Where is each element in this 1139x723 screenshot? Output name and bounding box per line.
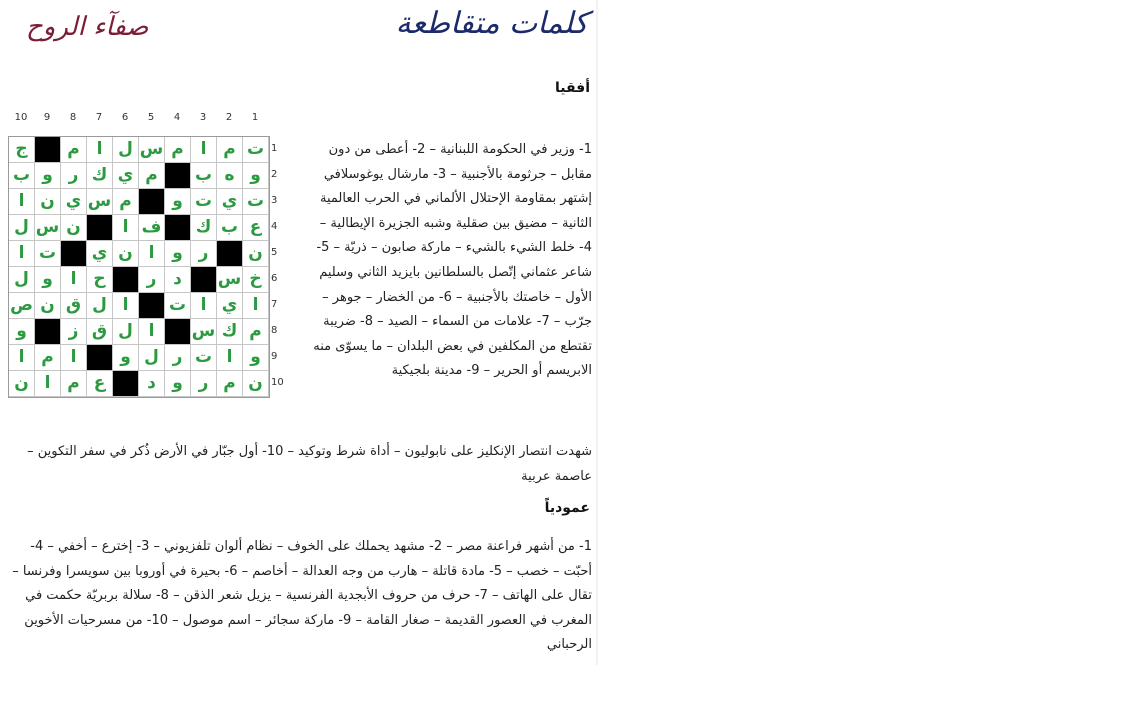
grid-cell-black — [113, 267, 139, 293]
grid-cell: ع — [87, 371, 113, 397]
across-clues: 1- وزير في الحكومة اللبنانية – 2- أعطى من دون مقابل – جرثومة بالأجنبية – 3- مارشال يوغوسلافي إشتهر بمقاومة الإحتلال الألماني في الحرب العالمية الثانية – مضيق بين صقلية وشبه الجزيرة الإيطالية – 4- خلط الشيء بالشيء – ماركة صابون – ذريّة – 5- شاعر عثماني إتّصل بالسلطانين بايزيد الثاني وسليم الأول – خاصتك بالأجنبية – 6- من الخضار – جوهر – جرّب – 7- علامات من السماء – الصيد – 8- ضريبة تقتطع من المكلفين في بعض البلدان – ما يسوّى منه الابريسم أو الحرير – 9- مدينة بلجيكية — [313, 142, 592, 379]
grid-cell-black — [35, 137, 61, 163]
grid-cell: ا — [87, 137, 113, 163]
row-number: 6 — [271, 273, 278, 284]
grid-cell: م — [217, 371, 243, 397]
grid-cell: ا — [113, 293, 139, 319]
column-number: 2 — [225, 112, 233, 123]
grid-cell: ك — [191, 215, 217, 241]
grid-cell: ج — [9, 137, 35, 163]
grid-cell: ن — [35, 189, 61, 215]
grid-cell: م — [113, 189, 139, 215]
grid-cell-black — [35, 319, 61, 345]
grid-cell: ب — [191, 163, 217, 189]
grid-cell: ي — [217, 293, 243, 319]
row-number: 10 — [271, 377, 284, 388]
grid-cell-black — [61, 241, 87, 267]
page-title: كلمات متقاطعة — [395, 6, 588, 41]
grid-cell: ك — [87, 163, 113, 189]
grid-cell: ز — [61, 319, 87, 345]
grid-cell-black — [191, 267, 217, 293]
row-number: 3 — [271, 195, 278, 206]
grid-cell-black — [165, 319, 191, 345]
grid-cell: ل — [87, 293, 113, 319]
grid-cell: و — [165, 189, 191, 215]
grid-cell: ر — [191, 241, 217, 267]
column-number: 9 — [43, 112, 51, 123]
column-number: 7 — [95, 112, 103, 123]
grid-cell: ن — [243, 241, 269, 267]
grid-cell: و — [35, 163, 61, 189]
grid-cell: ت — [165, 293, 191, 319]
grid-cell: ص — [9, 293, 35, 319]
grid-cell: و — [165, 371, 191, 397]
grid-cell: ا — [217, 345, 243, 371]
grid-cell: ا — [9, 189, 35, 215]
grid-cell: س — [139, 137, 165, 163]
grid-cell: ر — [191, 371, 217, 397]
grid-cell: م — [61, 137, 87, 163]
grid-cell: ا — [9, 241, 35, 267]
grid-cell: ا — [35, 371, 61, 397]
grid-cell: و — [9, 319, 35, 345]
brand-logo-text: صفآء الروح — [26, 12, 149, 42]
grid-cell: س — [191, 319, 217, 345]
grid-cell: م — [139, 163, 165, 189]
grid-cell: س — [87, 189, 113, 215]
grid-cell: د — [139, 371, 165, 397]
grid-cell: ا — [243, 293, 269, 319]
column-number: 8 — [69, 112, 77, 123]
grid-cell: خ — [243, 267, 269, 293]
grid-cell: د — [165, 267, 191, 293]
grid-cell: ل — [9, 267, 35, 293]
down-heading: عمودياً — [544, 500, 590, 516]
row-number: 2 — [271, 169, 278, 180]
grid-cell-black — [139, 189, 165, 215]
grid-cell: ت — [243, 189, 269, 215]
grid-cell-black — [165, 215, 191, 241]
grid-cell: ا — [9, 345, 35, 371]
grid-cell: ي — [113, 163, 139, 189]
grid-cell: ن — [113, 241, 139, 267]
column-number: 4 — [173, 112, 181, 123]
grid-cell: ا — [191, 137, 217, 163]
grid-cell: ق — [87, 319, 113, 345]
grid-cell: ل — [113, 137, 139, 163]
grid-cell: س — [217, 267, 243, 293]
grid-cell: ت — [243, 137, 269, 163]
grid-cell: ت — [35, 241, 61, 267]
grid-cell: ت — [191, 189, 217, 215]
grid-cell: ب — [9, 163, 35, 189]
grid-cell: و — [243, 163, 269, 189]
row-number: 1 — [271, 143, 278, 154]
grid-cell: و — [113, 345, 139, 371]
grid-cell: س — [35, 215, 61, 241]
column-numbers — [8, 112, 268, 130]
grid-cell: و — [165, 241, 191, 267]
grid-cell: و — [243, 345, 269, 371]
row-number: 4 — [271, 221, 278, 232]
grid-cell: ر — [139, 267, 165, 293]
down-clues: 1- من أشهر فراعنة مصر – 2- مشهد يحملك على الخوف – نظام ألوان تلفزيوني – 3- إخترع – أخفي – 4- أحبّت – خصب – 5- مادة قاتلة – هارب من وجه العدالة – أخاصم – 6- بحيرة في أوروبا بين سويسرا وفرنسا – تقال على الهاتف – 7- حرف من حروف الأبجدية الفرنسية – يزيل شعر الذقن – 8- سلالة بربريّة حكمت في المغرب في العصور القديمة – صغار القامة – 9- ماركة سجائر – اسم موصول – 10- من مسرحيات الأخوين الرحباني — [12, 539, 592, 653]
grid-cell: ه — [217, 163, 243, 189]
grid-cell: ل — [139, 345, 165, 371]
grid-cell: ا — [61, 345, 87, 371]
grid-cell-black — [87, 345, 113, 371]
grid-cell: ن — [35, 293, 61, 319]
grid-cell: ح — [87, 267, 113, 293]
grid-cell: ي — [217, 189, 243, 215]
row-number: 9 — [271, 351, 278, 362]
grid-cell: ف — [139, 215, 165, 241]
grid-cell: ا — [113, 215, 139, 241]
grid-cell: م — [35, 345, 61, 371]
across-heading: أفقيا — [554, 80, 590, 96]
grid-cell: ن — [61, 215, 87, 241]
across-clues-continued: شهدت انتصار الإنكليز على نابوليون – أداة شرط وتوكيد – 10- أول جبّار في الأرض ذُكر في سفر التكوين – عاصمة عربية — [27, 444, 592, 484]
grid-cell: ق — [61, 293, 87, 319]
grid-cell: م — [61, 371, 87, 397]
grid-cell: ل — [9, 215, 35, 241]
grid-cell-black — [113, 371, 139, 397]
page-edge-divider — [596, 0, 598, 665]
grid-cell: ا — [61, 267, 87, 293]
crossword-grid — [8, 136, 270, 398]
grid-cell-black — [87, 215, 113, 241]
grid-cell: و — [35, 267, 61, 293]
grid-cell-black — [165, 163, 191, 189]
column-number: 3 — [199, 112, 207, 123]
column-number: 10 — [14, 112, 28, 123]
grid-cell: م — [243, 319, 269, 345]
grid-cell: ب — [217, 215, 243, 241]
grid-cell: م — [165, 137, 191, 163]
row-number: 5 — [271, 247, 278, 258]
grid-cell: ر — [165, 345, 191, 371]
grid-cell: ا — [139, 319, 165, 345]
grid-cell: م — [217, 137, 243, 163]
grid-cell: ا — [191, 293, 217, 319]
grid-cell: ر — [61, 163, 87, 189]
grid-cell: ل — [113, 319, 139, 345]
column-number: 5 — [147, 112, 155, 123]
grid-cell: ك — [217, 319, 243, 345]
grid-cell: ن — [243, 371, 269, 397]
grid-cell: ع — [243, 215, 269, 241]
row-number: 7 — [271, 299, 278, 310]
grid-cell: ي — [61, 189, 87, 215]
row-number: 8 — [271, 325, 278, 336]
column-number: 1 — [251, 112, 259, 123]
grid-cell: ا — [139, 241, 165, 267]
grid-cell-black — [139, 293, 165, 319]
grid-cell: ت — [191, 345, 217, 371]
grid-cell: ي — [87, 241, 113, 267]
document-page — [0, 0, 598, 665]
grid-cell: ن — [9, 371, 35, 397]
grid-cell-black — [217, 241, 243, 267]
column-number: 6 — [121, 112, 129, 123]
